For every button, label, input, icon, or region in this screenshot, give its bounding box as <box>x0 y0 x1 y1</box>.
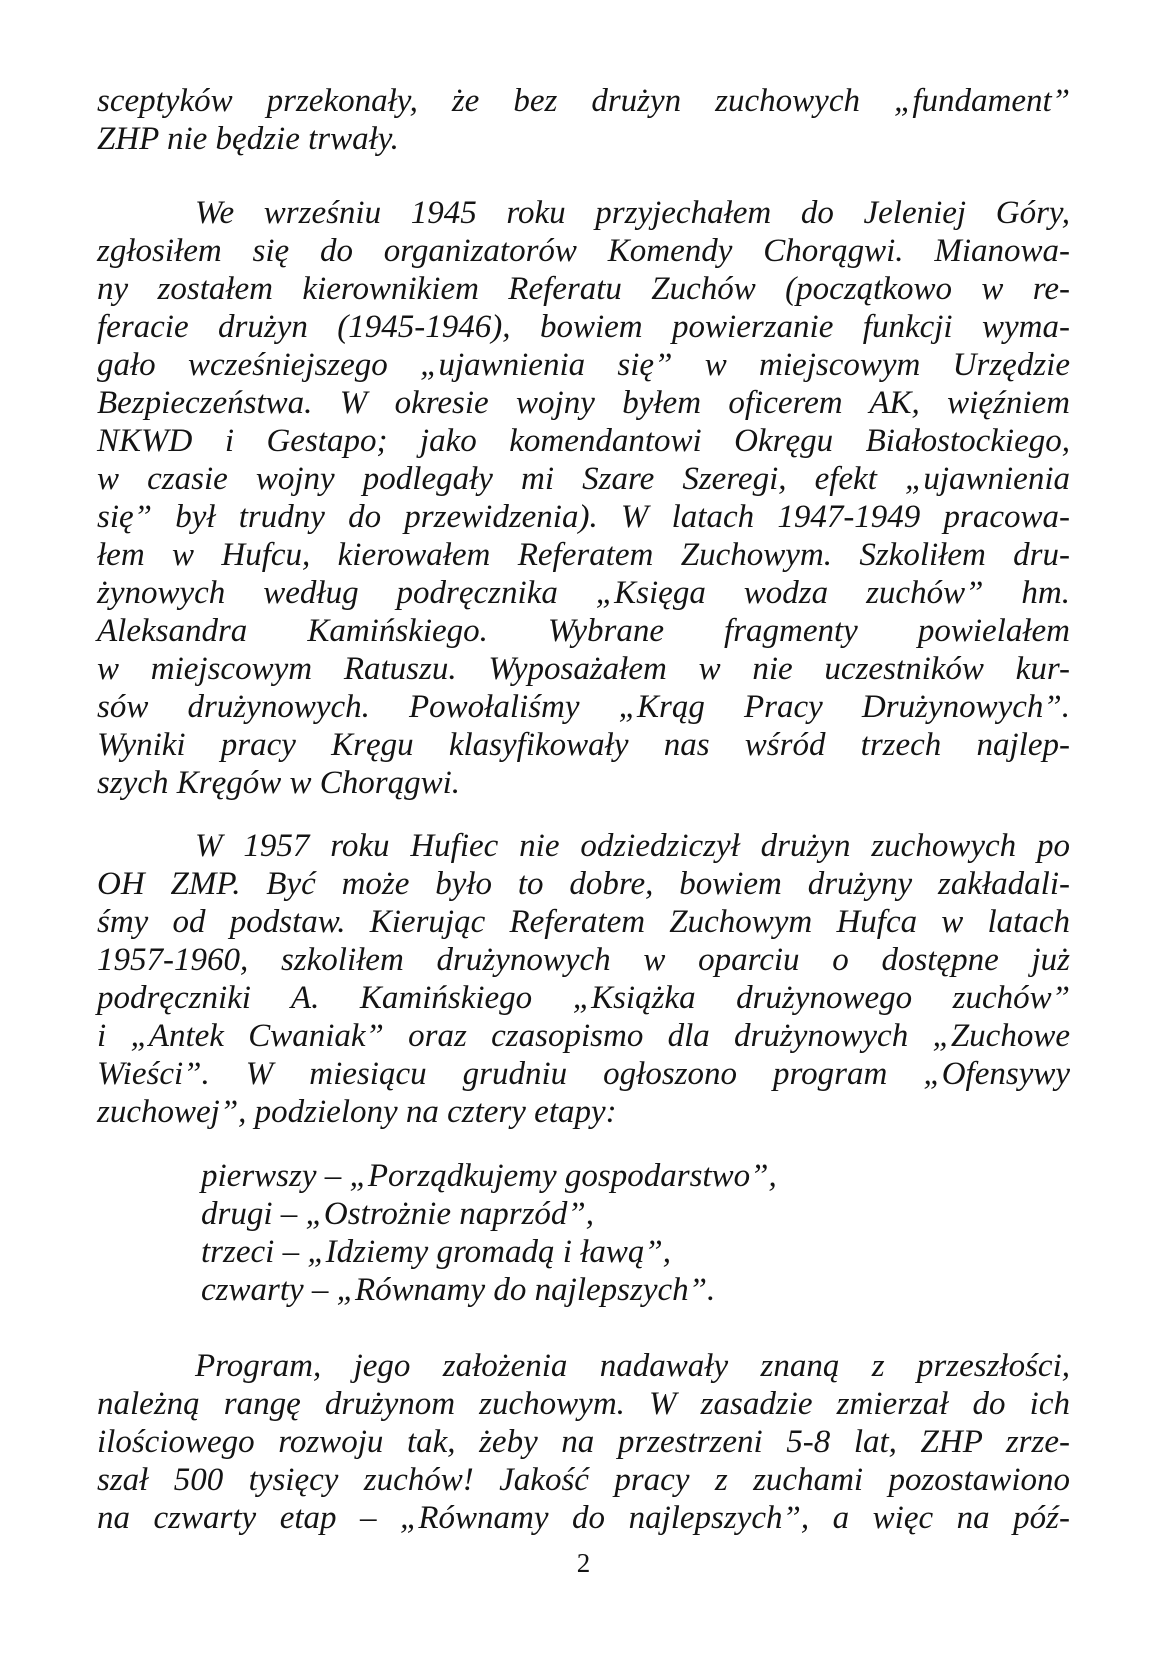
text-line: pierwszy – „Porządkujemy gospodarstwo”, <box>201 1158 777 1194</box>
text-line: Wyniki pracy Kręgu klasyfikowały nas wśród trzech najlep- <box>97 727 1070 763</box>
text-line: sceptyków przekonały, że bez drużyn zuchowych „fundament” <box>97 83 1070 119</box>
text-line: sów drużynowych. Powołaliśmy „Krąg Pracy Drużynowych”. <box>97 689 1070 725</box>
paragraph-program <box>97 1347 1070 1537</box>
text-line: szych Kręgów w Chorągwi. <box>97 765 461 801</box>
text-line: gało wcześniejszego „ujawnienia się” w miejscowym Urzędzie <box>97 347 1070 383</box>
text-line: drugi – „Ostrożnie naprzód”, <box>201 1196 595 1232</box>
text-line: się” był trudny do przewidzenia). W latach 1947-1949 pracowa- <box>97 499 1070 535</box>
text-line: i „Antek Cwaniak” oraz czasopismo dla drużynowych „Zuchowe <box>97 1018 1070 1054</box>
text-block <box>97 82 1070 1579</box>
text-line: na czwarty etap – „Równamy do najlepszych”, a więc na póź- <box>97 1500 1070 1536</box>
text-line: Bezpieczeństwa. W okresie wojny byłem oficerem AK, więźniem <box>97 385 1070 421</box>
paragraph-continuation <box>97 82 1070 158</box>
text-line: w miejscowym Ratuszu. Wyposażałem w nie uczestników kur- <box>97 651 1070 687</box>
text-line: W 1957 roku Hufiec nie odziedziczył drużyn zuchowych po <box>195 828 1070 864</box>
text-line: ny zostałem kierownikiem Referatu Zuchów (początkowo w re- <box>97 271 1070 307</box>
text-line: szał 500 tysięcy zuchów! Jakość pracy z zuchami pozostawiono <box>97 1462 1070 1498</box>
paragraph-1957 <box>97 827 1070 1131</box>
text-line: czwarty – „Równamy do najlepszych”. <box>201 1272 716 1308</box>
text-line: Program, jego założenia nadawały znaną z przeszłości, <box>195 1348 1070 1384</box>
text-line: żynowych według podręcznika „Księga wodza zuchów” hm. <box>97 575 1070 611</box>
stage-list <box>97 1157 1070 1309</box>
text-line: Aleksandra Kamińskiego. Wybrane fragmenty powielałem <box>97 613 1070 649</box>
paragraph-1945 <box>97 194 1070 802</box>
text-line: zgłosiłem się do organizatorów Komendy Chorągwi. Mianowa- <box>97 233 1070 269</box>
text-line: trzeci – „Idziemy gromadą i ławą”, <box>201 1234 671 1270</box>
text-line: podręczniki A. Kamińskiego „Książka drużynowego zuchów” <box>97 980 1070 1016</box>
text-line: należną rangę drużynom zuchowym. W zasadzie zmierzał do ich <box>97 1386 1070 1422</box>
text-line: We wrześniu 1945 roku przyjechałem do Jeleniej Góry, <box>195 195 1070 231</box>
text-line: śmy od podstaw. Kierując Referatem Zuchowym Hufca w latach <box>97 904 1070 940</box>
text-line: zuchowej”, podzielony na cztery etapy: <box>97 1094 617 1130</box>
text-line: NKWD i Gestapo; jako komendantowi Okręgu Białostockiego, <box>97 423 1070 459</box>
text-line: Wieści”. W miesiącu grudniu ogłoszono program „Ofensywy <box>97 1056 1070 1092</box>
text-line: OH ZMP. Być może było to dobre, bowiem drużyny zakładali- <box>97 866 1070 902</box>
text-line: ZHP nie będzie trwały. <box>97 121 399 157</box>
text-line: feracie drużyn (1945-1946), bowiem powierzanie funkcji wyma- <box>97 309 1070 345</box>
text-line: łem w Hufcu, kierowałem Referatem Zuchowym. Szkoliłem dru- <box>97 537 1070 573</box>
text-line: ilościowego rozwoju tak, żeby na przestrzeni 5-8 lat, ZHP zrze- <box>97 1424 1070 1460</box>
page-number: 2 <box>576 1548 591 1578</box>
text-line: w czasie wojny podlegały mi Szare Szeregi, efekt „ujawnienia <box>97 461 1070 497</box>
text-line: 1957-1960, szkoliłem drużynowych w oparciu o dostępne już <box>97 942 1070 978</box>
